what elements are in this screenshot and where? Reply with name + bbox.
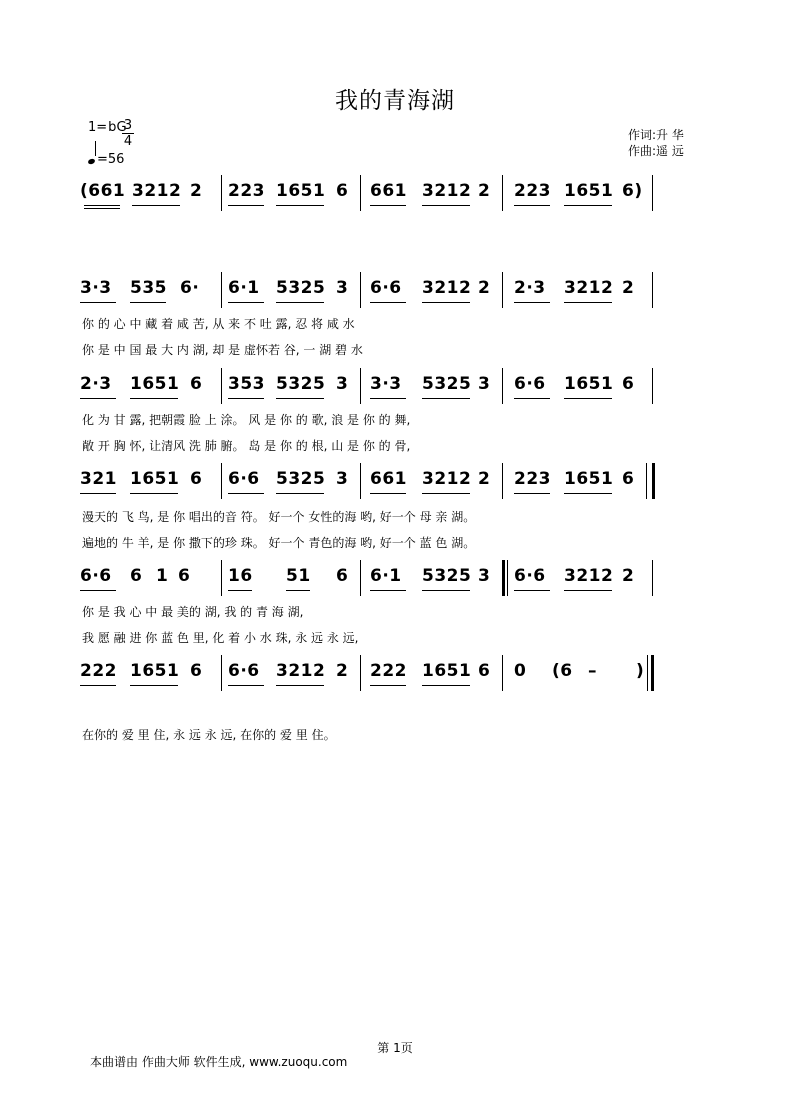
repeat-bar-thick (502, 560, 505, 596)
measure: 2·3 (80, 374, 112, 394)
measure: 1651 (564, 469, 614, 489)
underline (228, 398, 264, 399)
underline (130, 302, 166, 303)
measure: 3 (336, 278, 349, 298)
measure: 2 (622, 278, 635, 298)
measure: 1651 (130, 469, 180, 489)
measure: 1651 (564, 181, 614, 201)
measure: 6 (336, 181, 349, 201)
underline (564, 302, 612, 303)
underline (276, 205, 324, 206)
underline (80, 493, 116, 494)
measure: 6·6 (228, 469, 260, 489)
final-bar-thick (651, 655, 654, 691)
measure: 6·6 (514, 374, 546, 394)
underline (130, 685, 178, 686)
measure: 223 (228, 181, 265, 201)
measure: ) (636, 661, 645, 681)
measure: 661 (370, 469, 407, 489)
lyric-line: 我 愿 融 进 你 蓝 色 里, 化 着 小 水 珠, 永 远 永 远, (82, 631, 359, 645)
bar-line (360, 175, 361, 211)
quarter-note-icon (87, 158, 95, 165)
measure: 6 (478, 661, 491, 681)
meter-bottom: 4 (123, 134, 133, 149)
measure: 2 (478, 278, 491, 298)
underline (228, 685, 264, 686)
bar-line (221, 272, 222, 308)
bar-line (221, 560, 222, 596)
measure: 3 (336, 374, 349, 394)
lyric-line: 漫天的 飞 鸟, 是 你 唱出的音 符。 好一个 女性的海 哟, 好一个 母 亲 湖。 (82, 510, 476, 524)
key-letter: G (116, 120, 127, 135)
measure: 2 (336, 661, 349, 681)
bar-line (360, 463, 361, 499)
measure: 6 (190, 661, 203, 681)
bar-line (502, 175, 503, 211)
measure: (6 (552, 661, 573, 681)
underline (422, 685, 470, 686)
bar-line (502, 655, 503, 691)
underline (276, 493, 324, 494)
underline (84, 208, 120, 209)
measure: 3·3 (80, 278, 112, 298)
measure: 6 (178, 566, 191, 586)
measure: 223 (514, 469, 551, 489)
underline (370, 398, 406, 399)
lyric-line: 敞 开 胸 怀, 让清风 洗 肺 腑。 岛 是 你 的 根, 山 是 你 的 骨, (82, 439, 411, 453)
bar-line (360, 655, 361, 691)
measure: 2 (478, 469, 491, 489)
bar-line (502, 272, 503, 308)
underline (422, 205, 470, 206)
measure: 3212 (564, 566, 614, 586)
page-title: 我的青海湖 (335, 88, 455, 114)
key-prefix: 1= (88, 120, 108, 135)
measure: 6· (180, 278, 200, 298)
measure: 6 (190, 469, 203, 489)
measure: 2 (622, 566, 635, 586)
bar-line (652, 272, 653, 308)
score-row-6 (80, 661, 670, 691)
measure: (661 (80, 181, 126, 201)
underline (564, 205, 612, 206)
bar-line (221, 655, 222, 691)
bar-line (221, 175, 222, 211)
underline (564, 398, 612, 399)
measure: 16 (228, 566, 253, 586)
lyric-line: 你 是 我 心 中 最 美的 湖, 我 的 青 海 湖, (82, 605, 304, 619)
measure: 3·3 (370, 374, 402, 394)
underline (370, 685, 406, 686)
measure: 2 (478, 181, 491, 201)
bar-line (360, 272, 361, 308)
underline (80, 302, 116, 303)
underline (564, 493, 612, 494)
measure: – (588, 661, 597, 681)
underline (276, 302, 324, 303)
underline (422, 302, 470, 303)
underline (228, 205, 264, 206)
underline (286, 590, 310, 591)
measure: 1651 (422, 661, 472, 681)
bar-line (221, 463, 222, 499)
repeat-bar-thin (507, 560, 508, 596)
repeat-bar-thin (646, 463, 647, 499)
measure: 6 (130, 566, 143, 586)
underline (276, 685, 324, 686)
page-number: 第 1页 (377, 1041, 413, 1055)
score-row-3 (80, 374, 670, 404)
underline (370, 493, 406, 494)
measure: 5325 (276, 469, 326, 489)
underline (80, 398, 116, 399)
measure: 5325 (422, 374, 472, 394)
measure: 535 (130, 278, 167, 298)
underline (276, 398, 324, 399)
tempo-value: =56 (97, 152, 125, 167)
measure: 5325 (276, 374, 326, 394)
measure: 1651 (564, 374, 614, 394)
measure: 6 (336, 566, 349, 586)
measure: 3212 (564, 278, 614, 298)
bar-line (502, 368, 503, 404)
measure: 2 (190, 181, 203, 201)
time-signature (122, 118, 134, 149)
underline (228, 493, 264, 494)
measure: 3 (336, 469, 349, 489)
measure: 3 (478, 374, 491, 394)
underline (514, 302, 550, 303)
bar-line (221, 368, 222, 404)
bar-line (652, 175, 653, 211)
underline (422, 398, 470, 399)
repeat-bar-thick (652, 463, 655, 499)
lyric-line: 你 是 中 国 最 大 内 湖, 却 是 虚怀若 谷, 一 湖 碧 水 (82, 343, 363, 357)
underline (514, 205, 550, 206)
meter-top: 3 (123, 118, 133, 133)
measure: 1651 (130, 374, 180, 394)
measure: 3212 (422, 181, 472, 201)
footer-credit: 本曲谱由 作曲大师 软件生成, www.zuoqu.com (90, 1055, 348, 1069)
measure: 6·6 (370, 278, 402, 298)
measure: 661 (370, 181, 407, 201)
bar-line (360, 368, 361, 404)
key-signature (88, 120, 127, 135)
underline (514, 398, 550, 399)
measure: 222 (80, 661, 117, 681)
score-row-4 (80, 469, 670, 499)
measure: 5325 (276, 278, 326, 298)
underline (80, 590, 116, 591)
measure: 5325 (422, 566, 472, 586)
bar-line (652, 368, 653, 404)
underline (422, 590, 470, 591)
score-row-2 (80, 278, 670, 308)
tempo-marking (88, 152, 124, 167)
lyric-line: 遍地的 牛 羊, 是 你 撒下的珍 珠。 好一个 青色的海 哟, 好一个 蓝 色 湖。 (82, 536, 476, 550)
final-bar-thin (647, 655, 648, 691)
measure: 3212 (276, 661, 326, 681)
measure: 1651 (276, 181, 326, 201)
measure: 51 (286, 566, 311, 586)
measure: 2·3 (514, 278, 546, 298)
score-row-5 (80, 566, 670, 596)
score-row-1 (80, 181, 670, 211)
underline (228, 590, 252, 591)
underline (84, 205, 120, 206)
measure: 6 (622, 374, 635, 394)
measure: 6·6 (514, 566, 546, 586)
measure: 1 (156, 566, 169, 586)
measure: 6·1 (370, 566, 402, 586)
underline (80, 685, 116, 686)
measure: 6 (622, 469, 635, 489)
measure: 1651 (130, 661, 180, 681)
measure: 6·6 (80, 566, 112, 586)
underline (370, 205, 406, 206)
underline (130, 398, 178, 399)
underline (370, 302, 406, 303)
underline (132, 205, 180, 206)
measure: 353 (228, 374, 265, 394)
flat-sign: b (108, 120, 117, 135)
underline (370, 590, 406, 591)
bar-line (652, 560, 653, 596)
lyric-line: 你 的 心 中 藏 着 咸 苦, 从 来 不 吐 露, 忍 将 咸 水 (82, 317, 355, 331)
measure: 6·6 (228, 661, 260, 681)
underline (514, 590, 550, 591)
measure: 3 (478, 566, 491, 586)
measure: 3212 (132, 181, 182, 201)
measure: 223 (514, 181, 551, 201)
measure: 3212 (422, 469, 472, 489)
measure: 321 (80, 469, 117, 489)
measure: 6 (190, 374, 203, 394)
underline (422, 493, 470, 494)
measure: 6·1 (228, 278, 260, 298)
measure: 222 (370, 661, 407, 681)
underline (130, 493, 178, 494)
measure: 3212 (422, 278, 472, 298)
underline (514, 493, 550, 494)
lyric-line: 化 为 甘 露, 把朝霞 脸 上 涂。 风 是 你 的 歌, 浪 是 你 的 舞, (82, 413, 411, 427)
measure: 0 (514, 661, 527, 681)
lyric-line: 在你的 爱 里 住, 永 远 永 远, 在你的 爱 里 住。 (82, 728, 336, 742)
bar-line (502, 463, 503, 499)
measure: 6) (622, 181, 643, 201)
lyricist: 作词:升 华 (628, 128, 684, 142)
bar-line (360, 560, 361, 596)
composer: 作曲:遥 远 (628, 144, 684, 158)
underline (564, 590, 612, 591)
underline (228, 302, 264, 303)
credits (628, 127, 684, 159)
